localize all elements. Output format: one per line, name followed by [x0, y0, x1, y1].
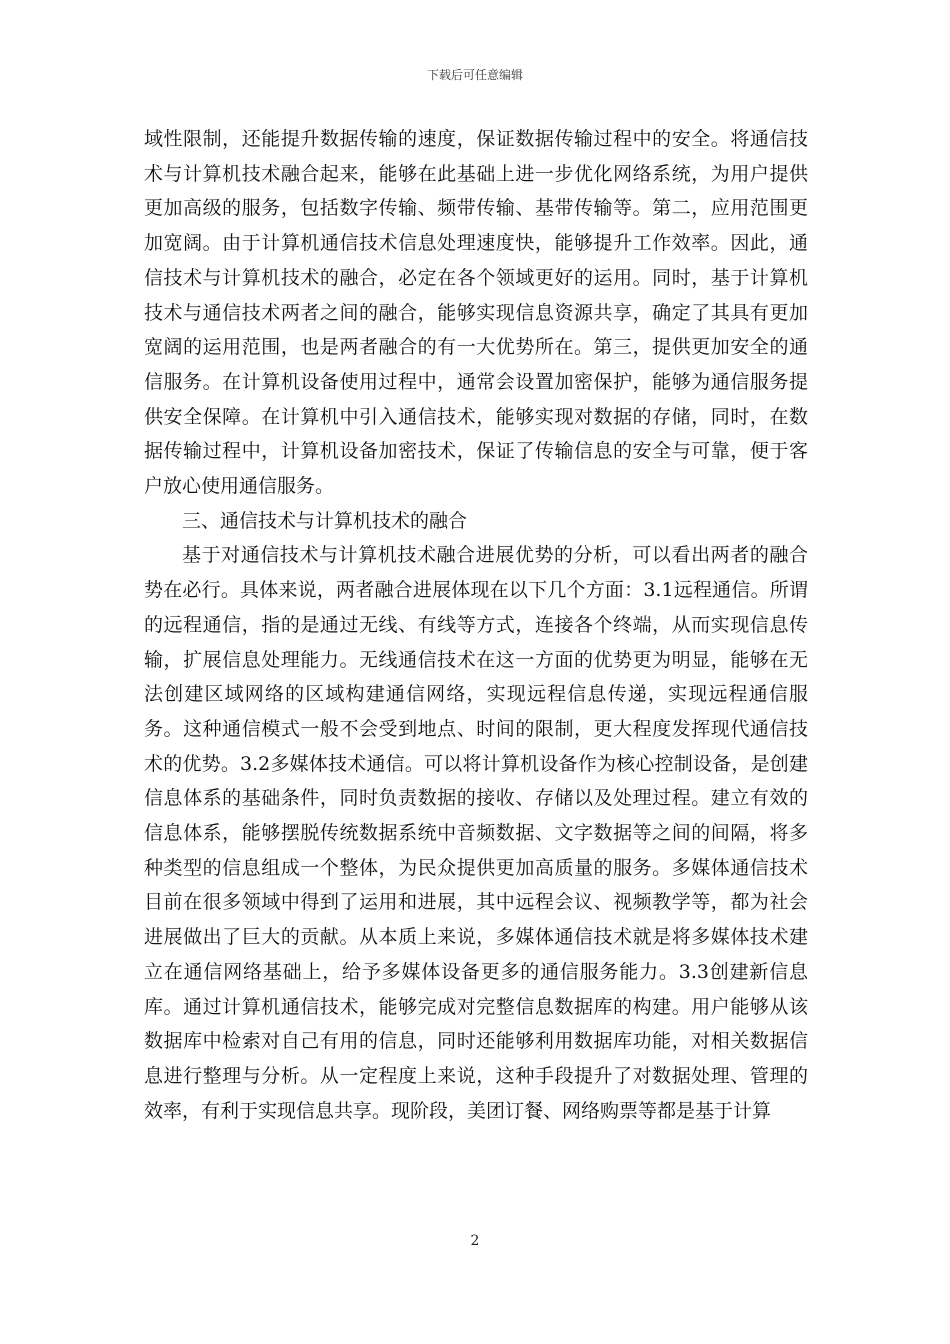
document-body [144, 122, 808, 1128]
section-heading: 三、通信技术与计算机技术的融合 [182, 509, 468, 532]
body-paragraph: 基于对通信技术与计算机技术融合进展优势的分析，可以看出两者的融合势在必行。具体来说，两者融合进展体现在以下几个方面：3.1远程通信。所谓的远程通信，指的是通过无线、有线等方式，连接各个终端，从而实现信息传输，扩展信息处理能力。无线通信技术在这一方面的优势更为明显，能够在无法创建区域网络的区域构建通信网络，实现远程信息传递，实现远程通信服务。这种通信模式一般不会受到地点、时间的限制，更大程度发挥现代通信技术的优势。3.2多媒体技术通信。可以将计算机设备作为核心控制设备，是创建信息体系的基础条件，同时负责数据的接收、存储以及处理过程。建立有效的信息体系，能够摆脱传统数据系统中音频数据、文字数据等之间的间隔，将多种类型的信息组成一个整体，为民众提供更加高质量的服务。多媒体通信技术目前在很多领域中得到了运用和进展，其中远程会议、视频教学等，都为社会进展做出了巨大的贡献。从本质上来说，多媒体通信技术就是将多媒体技术建立在通信网络基础上，给予多媒体设备更多的通信服务能力。3.3创建新信息库。通过计算机通信技术，能够完成对完整信息数据库的构建。用户能够从该数据库中检索对自己有用的信息，同时还能够利用数据库功能，对相关数据信息进行整理与分析。从一定程度上来说，这种手段提升了对数据处理、管理的效率，有利于实现信息共享。现阶段，美团订餐、网络购票等都是基于计算 [144, 544, 808, 1122]
page-header-note: 下载后可任意编辑 [426, 68, 523, 82]
page-number: 2 [470, 1233, 480, 1249]
body-paragraph-continued: 域性限制，还能提升数据传输的速度，保证数据传输过程中的安全。将通信技术与计算机技术融合起来，能够在此基础上进一步优化网络系统，为用户提供更加高级的服务，包括数字传输、频带传输、基带传输等。第二，应用范围更加宽阔。由于计算机通信技术信息处理速度快，能够提升工作效率。因此，通信技术与计算机技术的融合，必定在各个领域更好的运用。同时，基于计算机技术与通信技术两者之间的融合，能够实现信息资源共享，确定了其具有更加宽阔的运用范围，也是两者融合的有一大优势所在。第三，提供更加安全的通信服务。在计算机设备使用过程中，通常会设置加密保护，能够为通信服务提供安全保障。在计算机中引入通信技术，能够实现对数据的存储，同时，在数据传输过程中，计算机设备加密技术，保证了传输信息的安全与可靠，便于客户放心使用通信服务。 [144, 128, 808, 498]
